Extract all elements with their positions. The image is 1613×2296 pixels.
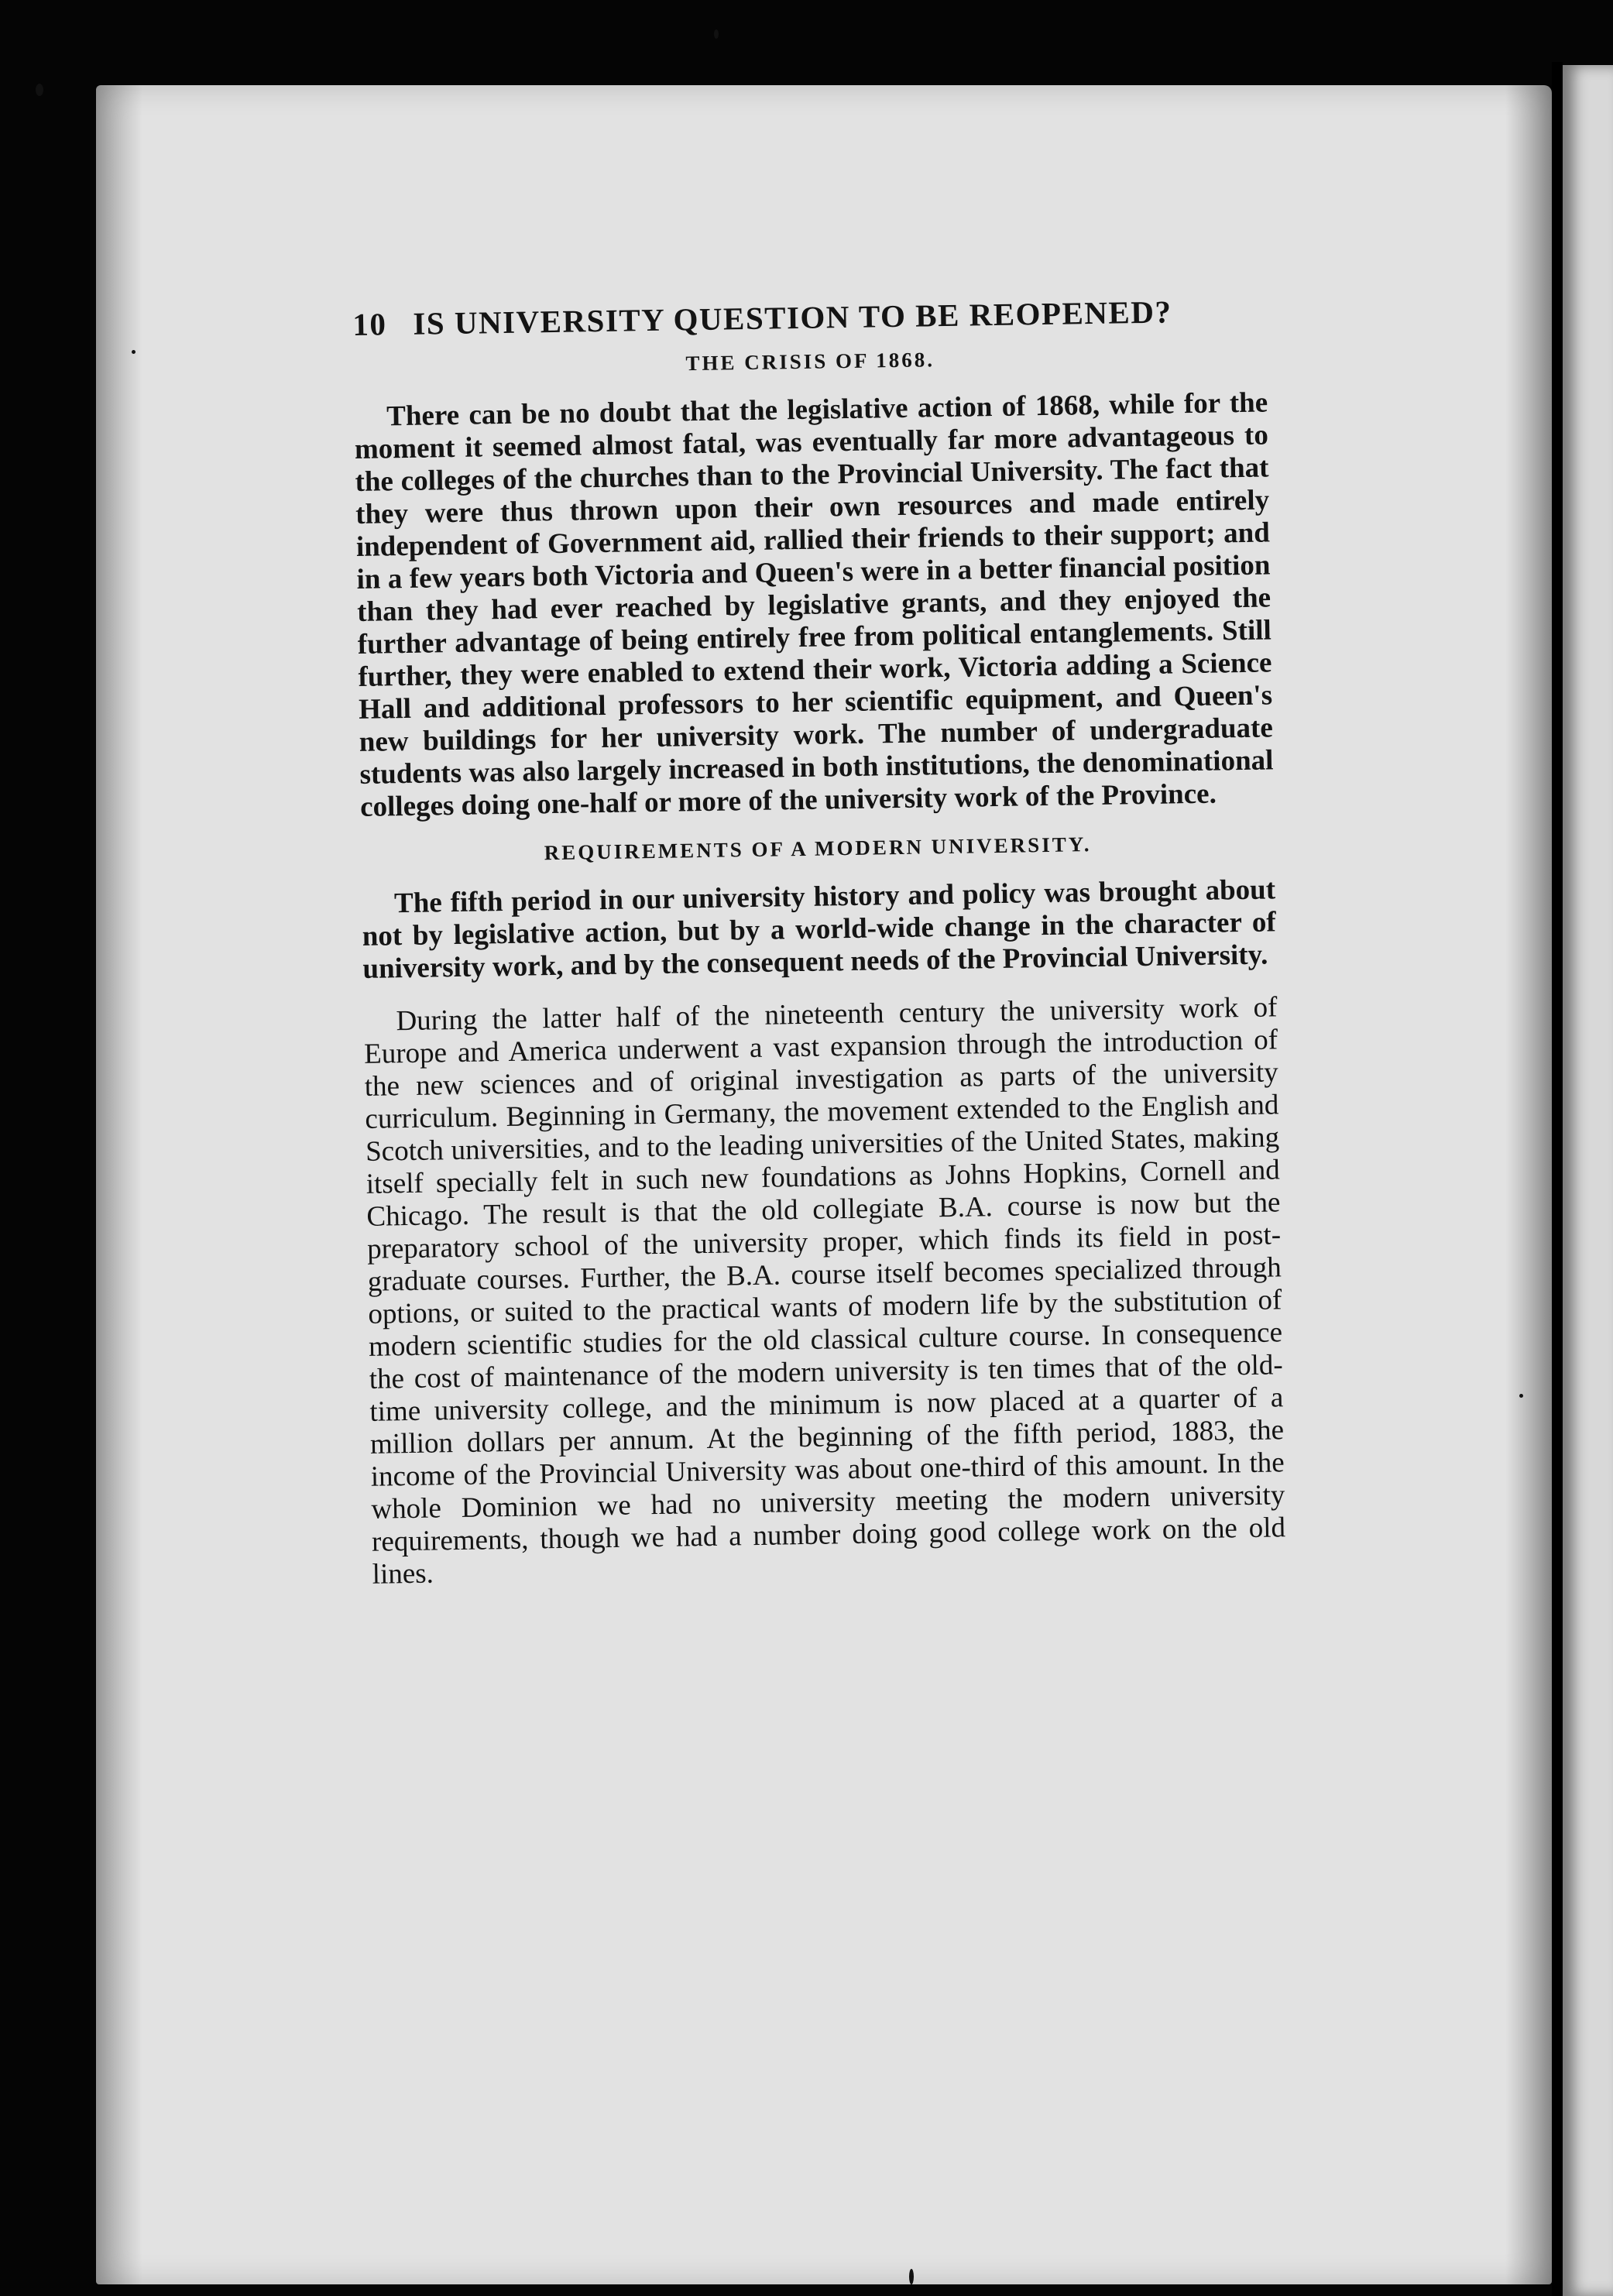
running-title: IS UNIVERSITY QUESTION TO BE REOPENED? [413, 293, 1172, 341]
facing-page-edge [1563, 65, 1613, 2296]
scan-speck [36, 84, 43, 96]
scan-speck [909, 2269, 914, 2284]
scan-speck [714, 29, 719, 39]
paragraph-fifth-period: The fifth period in our university history and policy was brought about not by legislative action, but by a world-wide change in the character of university work, and by the consequent needs of the Provincial University. [362, 873, 1276, 985]
paragraph-nineteenth-century: During the latter half of the nineteenth century the university work of Europe and America underwent a vast expansion through the introduction of the new sciences and of original investigation as parts of the university curriculum. Beginning in Germany, the movement extended to the English and Scotch universities, and to the leading universities of the United States, making itself specially felt in such new foundations as Johns Hopkins, Cornell and Chicago. The result is that the old collegiate B.A. course is now but the preparatory school of the university proper, which finds its field in post-graduate courses. Further, the B.A. course itself becomes specialized through options, or suited to the practical wants of modern life by the substitution of modern scientific studies for the old classical culture course. In consequence the cost of maintenance of the modern university is ten times that of the old-time university college, and the minimum is now placed at a quarter of a million dollars per annum. At the beginning of the fifth period, 1883, the income of the Provincial University was about one-third of this amount. In the whole Dominion we had no university meeting the modern university requirements, though we had a number doing good college work on the old lines. [363, 991, 1286, 1591]
section-heading-requirements: REQUIREMENTS OF A MODERN UNIVERSITY. [544, 832, 1092, 865]
scan-speck [1519, 1394, 1523, 1398]
scan-speck [132, 350, 136, 354]
book-gutter [1552, 62, 1563, 2296]
page-number: 10 [352, 306, 387, 342]
page-shadow-right [1505, 85, 1552, 2284]
page-shadow-left [96, 85, 142, 2284]
section-heading-crisis: THE CRISIS OF 1868. [685, 348, 935, 376]
page-text [352, 291, 1286, 1611]
paragraph-crisis: There can be no doubt that the legislative action of 1868, while for the moment it seemed almost fatal, was eventually far more advantageous to the colleges of the churches than to the Provincial University. The fact that they were thus thrown upon their own resources and made entirely independent of Government aid, rallied their friends to their support; and in a few years both Victoria and Queen's were in a better financial position than they had ever reached by legislative grants, and they enjoyed the further advantage of being entirely free from political entanglements. Still further, they were enabled to extend their work, Victoria adding a Science Hall and additional professors to her scientific equipment, and Queen's new buildings for her university work. The number of undergraduate students was also largely increased in both institutions, the denominational colleges doing one-half or more of the university work of the Province. [354, 386, 1274, 823]
